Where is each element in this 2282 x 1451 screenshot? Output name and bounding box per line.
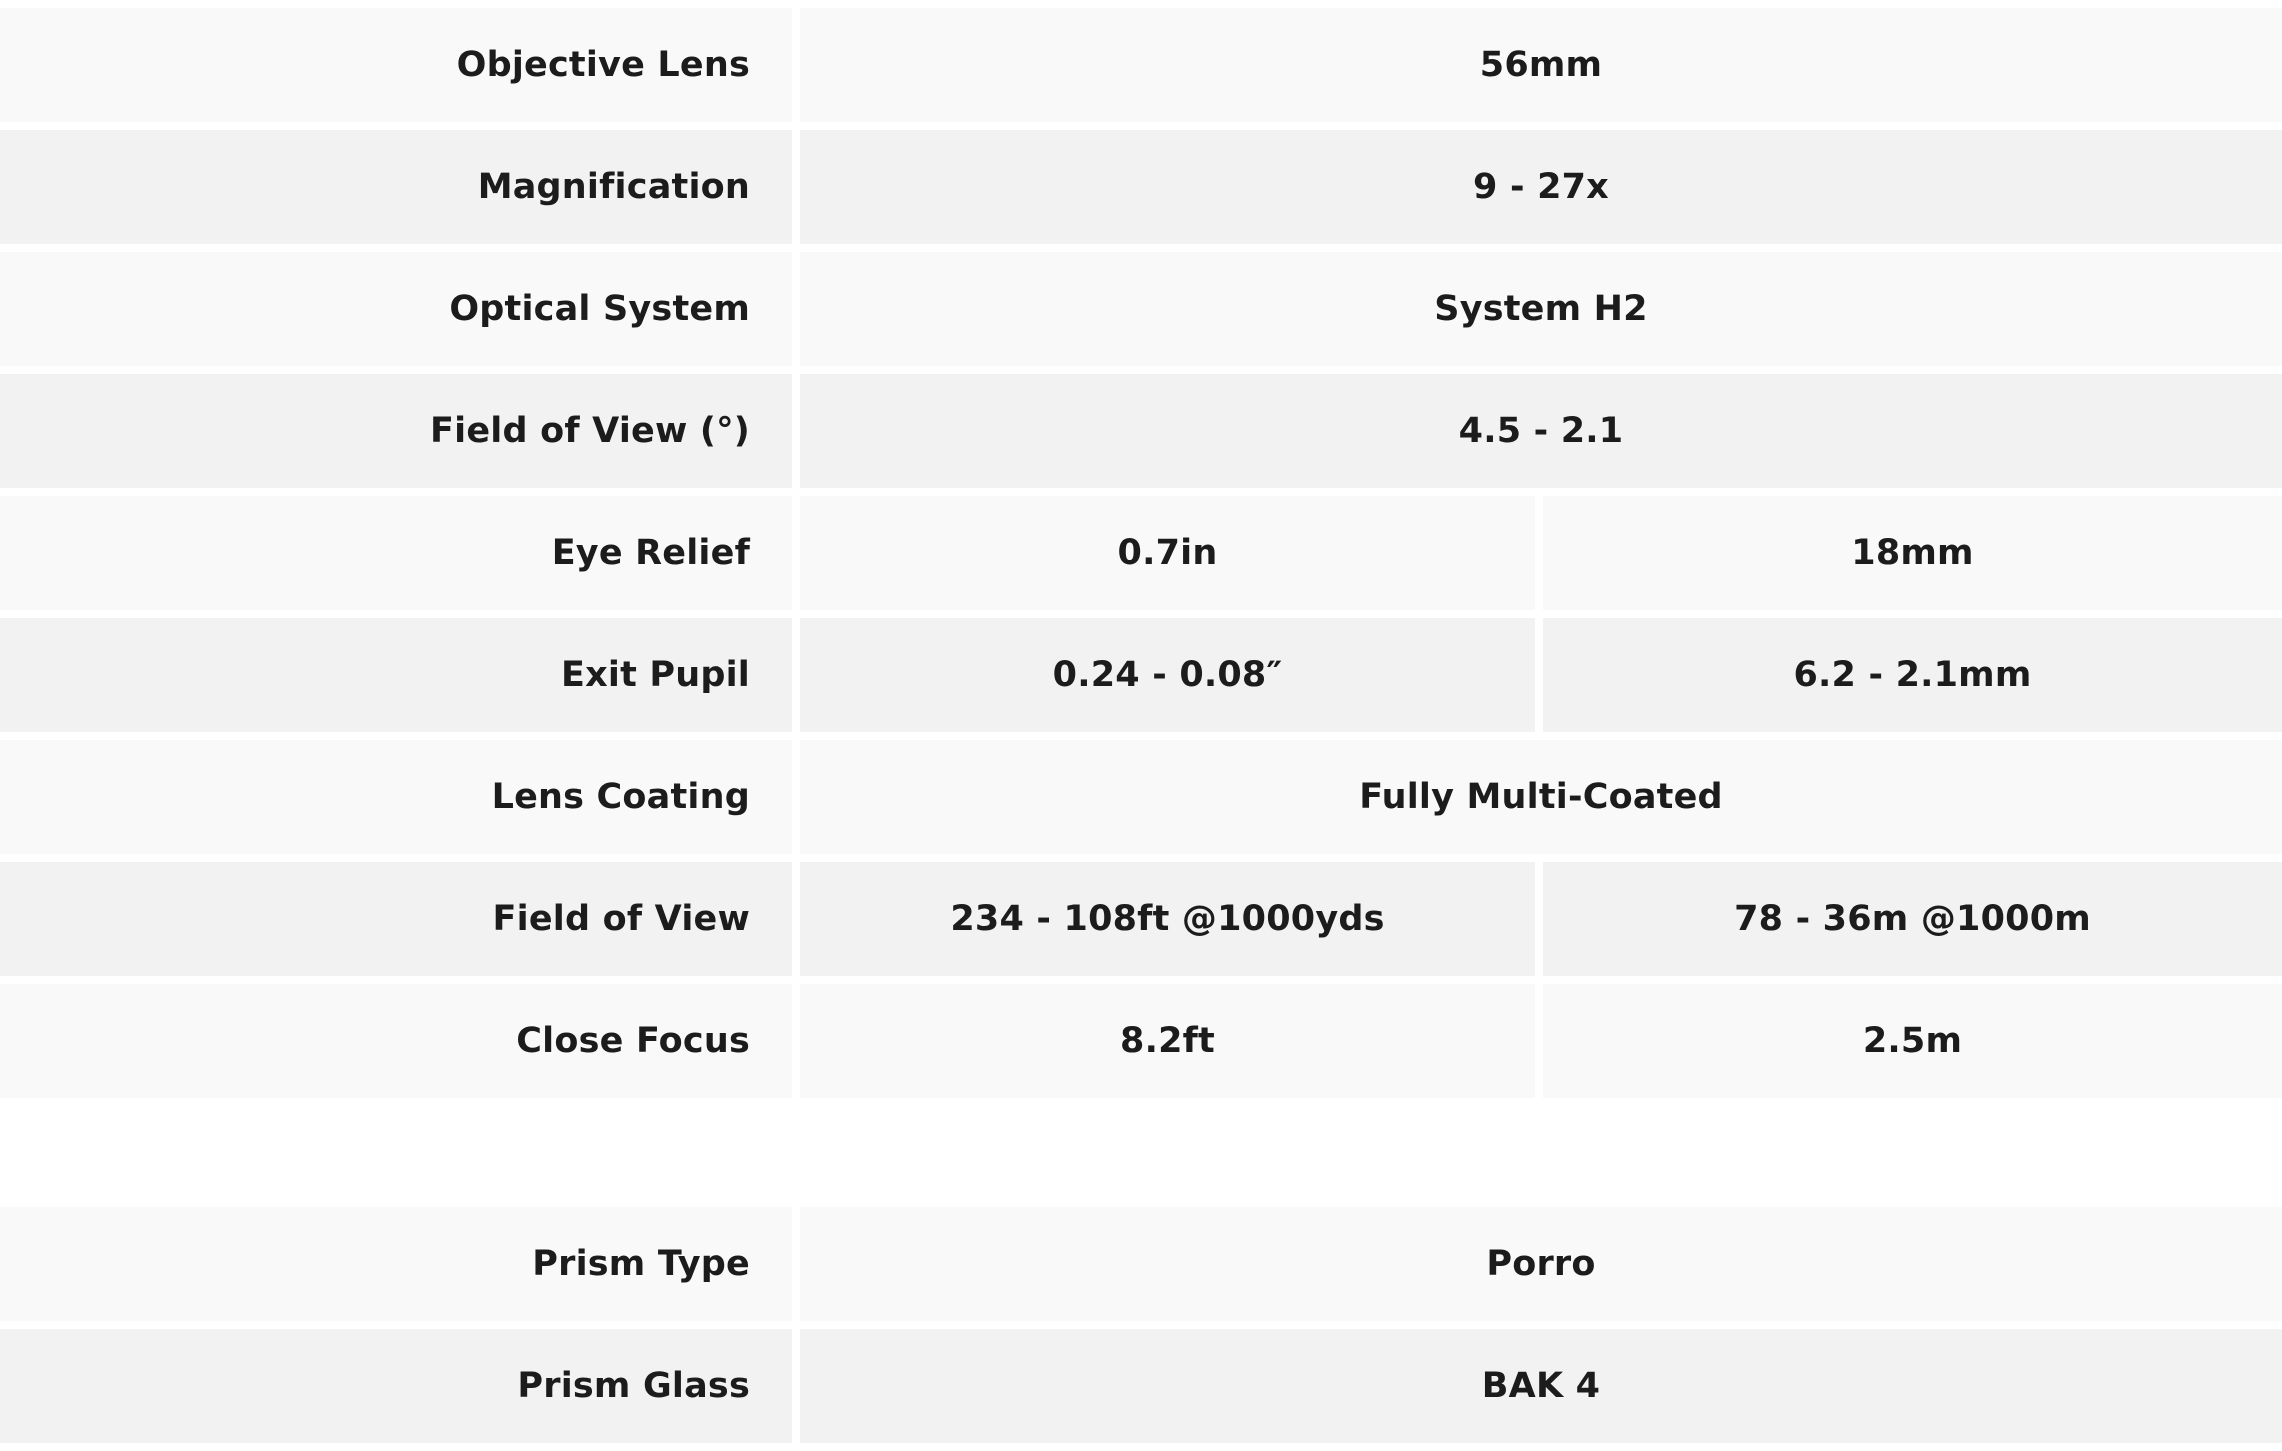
specs-table-prism — [0, 1199, 2282, 1451]
spec-label: Exit Pupil — [0, 618, 792, 732]
spec-label: Objective Lens — [0, 8, 792, 122]
spec-label: Magnification — [0, 130, 792, 244]
spec-value-imperial: 234 - 108ft @1000yds — [800, 862, 1535, 976]
spec-row-field-of-view-degrees — [0, 374, 2282, 488]
spec-label: Close Focus — [0, 984, 792, 1098]
spec-label: Prism Glass — [0, 1329, 792, 1443]
spec-value-imperial: 8.2ft — [800, 984, 1535, 1098]
spec-value: Fully Multi-Coated — [800, 740, 2282, 854]
spec-row-exit-pupil — [0, 618, 2282, 732]
spec-value-imperial: 0.24 - 0.08″ — [800, 618, 1535, 732]
spec-value-metric: 6.2 - 2.1mm — [1543, 618, 2282, 732]
spec-value-imperial: 0.7in — [800, 496, 1535, 610]
spec-row-lens-coating — [0, 740, 2282, 854]
spec-value-metric: 2.5m — [1543, 984, 2282, 1098]
spec-value: 4.5 - 2.1 — [800, 374, 2282, 488]
spec-row-prism-glass — [0, 1329, 2282, 1443]
spec-label: Lens Coating — [0, 740, 792, 854]
spec-value: 56mm — [800, 8, 2282, 122]
spec-row-eye-relief — [0, 496, 2282, 610]
spec-value-metric: 78 - 36m @1000m — [1543, 862, 2282, 976]
spec-value-metric: 18mm — [1543, 496, 2282, 610]
spec-label: Field of View (°) — [0, 374, 792, 488]
spec-row-objective-lens — [0, 8, 2282, 122]
spec-value: System H2 — [800, 252, 2282, 366]
spec-row-field-of-view — [0, 862, 2282, 976]
spec-label: Optical System — [0, 252, 792, 366]
spec-row-close-focus — [0, 984, 2282, 1098]
spec-row-magnification — [0, 130, 2282, 244]
spec-label: Field of View — [0, 862, 792, 976]
spec-row-prism-type — [0, 1207, 2282, 1321]
spec-label: Eye Relief — [0, 496, 792, 610]
spec-row-optical-system — [0, 252, 2282, 366]
spec-value: BAK 4 — [800, 1329, 2282, 1443]
spec-value: Porro — [800, 1207, 2282, 1321]
spec-label: Prism Type — [0, 1207, 792, 1321]
spec-value: 9 - 27x — [800, 130, 2282, 244]
